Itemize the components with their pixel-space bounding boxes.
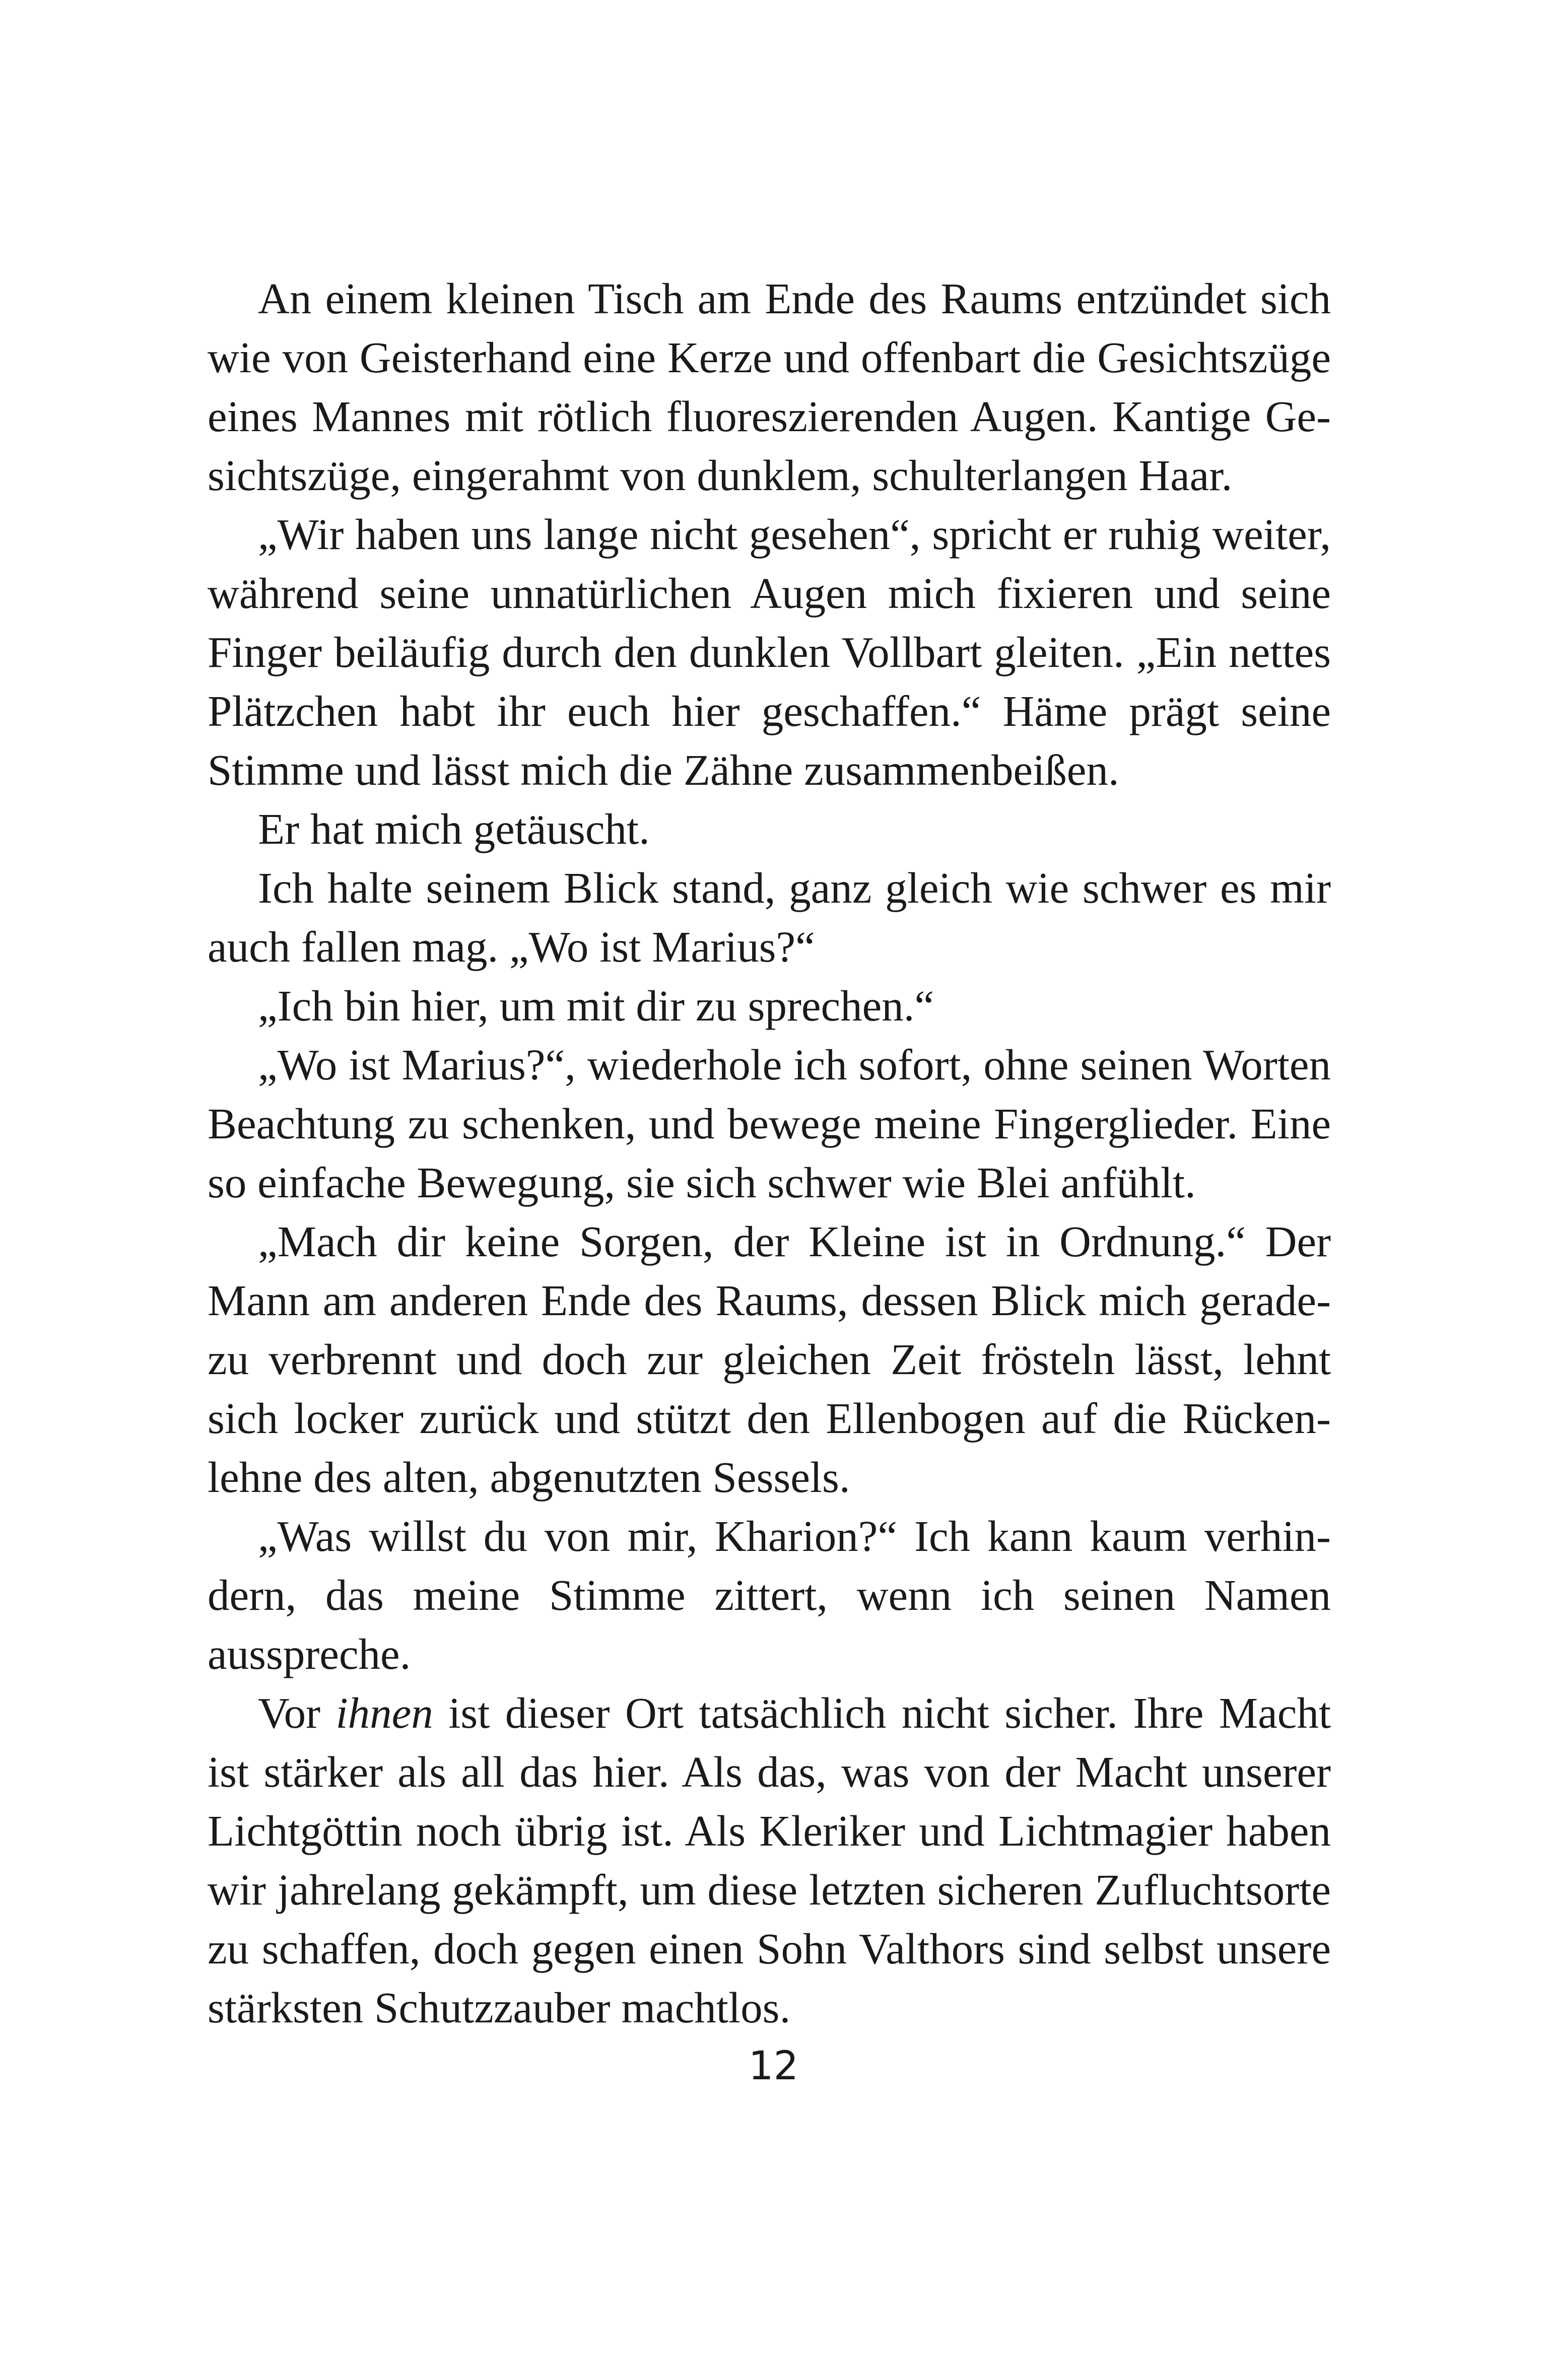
emphasized-word: ihnen <box>335 1688 433 1737</box>
paragraph: An einem kleinen Tisch am Ende des Raums entzündet sich wie von Geisterhand eine Kerze und offenbart die Gesichtszüge eines Mannes mit rötlich fluoreszierenden Augen. Kantige Gesichtszüge, eingerahmt von dunklem, schulterlangen Haar. <box>208 274 1331 500</box>
paragraph: „Mach dir keine Sorgen, der Kleine ist in Ordnung.“ Der Mann am anderen Ende des Raums, dessen Blick mich geradezu verbrennt und doch zur gleichen Zeit frösteln lässt, lehnt sich locker zurück und stützt den Ellenbogen auf die Rückenlehne des alten, abgenutzten Sessels. <box>208 1217 1331 1502</box>
page-number: 12 <box>748 2044 799 2089</box>
paragraph: Er hat mich getäuscht. <box>258 804 650 853</box>
paragraph: „Ich bin hier, um mit dir zu sprechen.“ <box>258 981 934 1030</box>
paragraph: „Wir haben uns lange nicht gesehen“, spricht er ruhig weiter, während seine unnatürlichen Augen mich fixieren und seine Finger beiläufig durch den dunklen Vollbart gleiten. „Ein nettes Plätzchen habt ihr euch hier geschaffen.“ Häme prägt seine Stimme und lässt mich die Zähne zusammenbeißen. <box>208 510 1331 794</box>
paragraph: Ich halte seinem Blick stand, ganz gleich wie schwer es mir auch fallen mag. „Wo ist Marius?“ <box>208 863 1331 971</box>
paragraph-text-before: Vor <box>258 1688 336 1737</box>
body-text <box>208 269 1331 2037</box>
paragraph: „Was willst du von mir, Kharion?“ Ich kann kaum verhindern, das meine Stimme zittert, wenn ich seinen Namen ausspreche. <box>208 1512 1331 1678</box>
paragraph-text-after: ist dieser Ort tatsächlich nicht sicher. Ihre Macht ist stärker als all das hier. Als das, was von der Macht unserer Lichtgöttin noch übrig ist. Als Kleriker und Lichtmagier haben wir jahrelang gekämpft, um diese letzten sicheren Zufluchtsorte zu schaffen, doch gegen einen Sohn Valthors sind selbst unsere stärksten Schutzzauber machtlos. <box>208 1688 1331 2032</box>
paragraph: „Wo ist Marius?“, wiederhole ich sofort, ohne seinen Worten Beachtung zu schenken, und bewege meine Fingerglieder. Eine so einfache Bewegung, sie sich schwer wie Blei anfühlt. <box>208 1040 1331 1207</box>
paragraph-last <box>208 1683 1331 2037</box>
